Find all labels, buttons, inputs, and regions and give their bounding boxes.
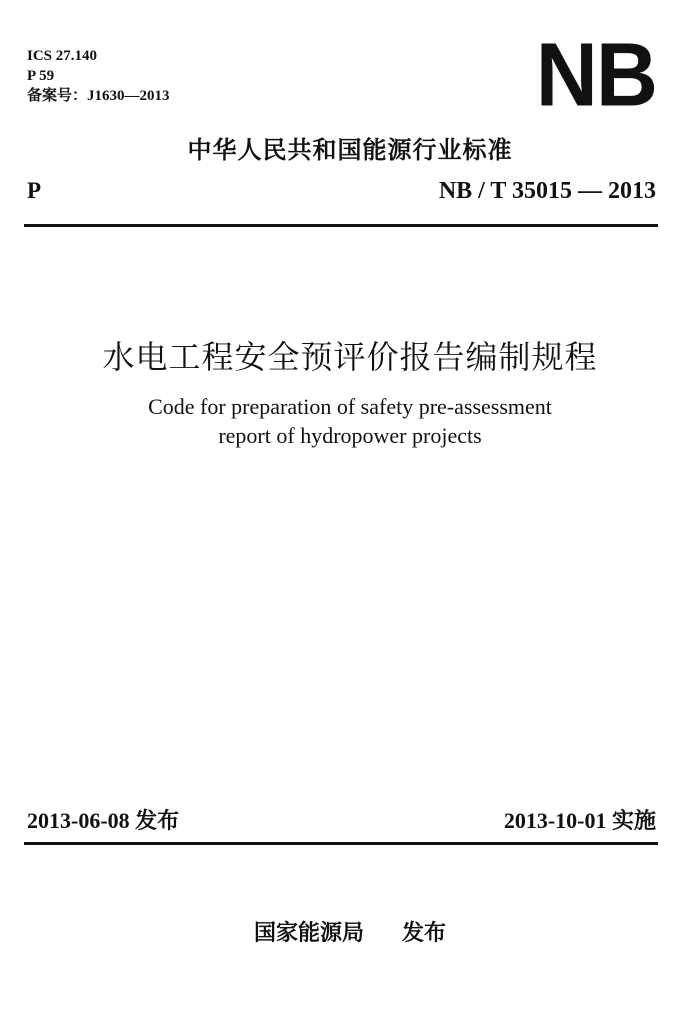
p-code: P 59: [27, 68, 55, 84]
implementation-label: 实施: [611, 809, 656, 834]
publisher-name: 国家能源局: [253, 921, 364, 946]
classification-code: P: [27, 178, 42, 203]
bottom-divider: [24, 842, 658, 845]
publisher-line: [0, 916, 700, 947]
standard-number: NB / T 35015 — 2013: [438, 178, 656, 204]
top-divider: [24, 224, 658, 227]
title-english: [0, 392, 700, 450]
standard-category: 中华人民共和国能源行业标准: [187, 136, 513, 164]
document-codes: [27, 46, 170, 106]
issue-date: 2013-06-08: [27, 808, 130, 833]
title-english-line1: Code for preparation of safety pre-assessment: [148, 394, 552, 419]
nb-logo: NB: [535, 24, 656, 126]
issue-label: 发布: [135, 809, 180, 834]
title-english-line2: report of hydropower projects: [218, 423, 482, 448]
publisher-action: 发布: [402, 921, 447, 946]
implementation-date: 2013-10-01: [503, 808, 607, 833]
implementation-date-block: [504, 804, 656, 835]
issue-date-block: [27, 804, 179, 835]
ics-code: ICS 27.140: [27, 48, 98, 64]
title-chinese: 水电工程安全预评价报告编制规程: [102, 338, 598, 376]
record-number: 备案号：J1630—2013: [27, 88, 170, 104]
